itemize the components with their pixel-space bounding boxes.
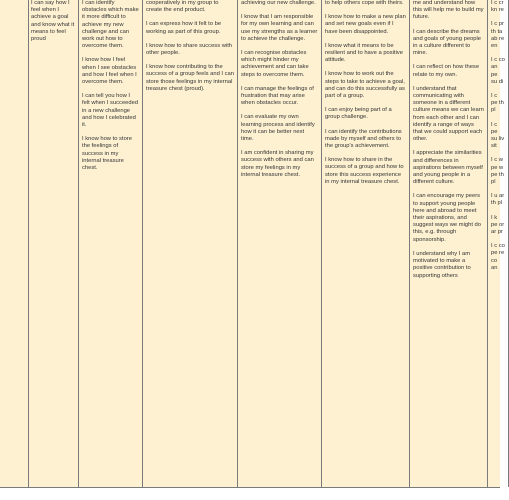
table-column-7-partial [488, 0, 509, 487]
page-bottom-margin [0, 488, 500, 500]
table-column-5 [322, 0, 410, 487]
outcome-statement: I appreciate the similarities and differences in aspirations between myself and young people in a different culture. [413, 150, 483, 186]
outcome-statement: I understand why I am motivated to make a positive contribution to supporting others [413, 250, 471, 279]
table-column-2 [79, 0, 143, 487]
table-column-3 [143, 0, 238, 487]
outcome-statement: I c cr kn re [491, 0, 504, 14]
outcome-statement: I can say how I feel when I achieve a goal and know what it means to feel proud [31, 0, 75, 43]
outcome-statement: I can recognise obstacles which might hinder my achievement and can take steps to overcome them. [241, 50, 309, 78]
outcome-statement: I know how to make a new plan and set new goals even if I have been disappointed. [325, 14, 406, 35]
column-7-cell [488, 0, 508, 272]
outcome-statement: I know how to share in the success of a group and how to store this success experience in my internal treasure chest. [325, 157, 404, 185]
column-6-cell [410, 0, 487, 280]
outcome-statement: I can express how it felt to be working as part of this group. [146, 21, 222, 35]
outcome-statement: I k pe or ar pr [491, 214, 505, 236]
column-3-cell [143, 0, 237, 93]
column-4-cell [238, 0, 321, 179]
outcome-statement: achieving our new challenge. [241, 0, 316, 6]
outcome-statement: I understand that communicating with someone in a different culture means we can learn from each other and I can identify a range of ways that we could support each other. [413, 85, 484, 143]
table-column-4 [238, 0, 322, 487]
outcome-statement: I am confident in sharing my success with others and can store my feelings in my internal treasure chest. [241, 150, 314, 178]
outcome-statement: I can enjoy being part of a group challenge. [325, 107, 392, 121]
table-column-1 [28, 0, 79, 487]
table-left-edge-column [0, 0, 29, 487]
outcome-statement: I know what it means to be resilient and to have a positive attitude. [325, 42, 403, 64]
outcome-statement: I c w pe w pe th pl [491, 157, 504, 186]
outcome-statement: I can encourage my peers to support young people here and abroad to meet their aspirations, and suggest ways we might do this, e.g. through sponsorship. [413, 193, 481, 243]
outcome-statement: I u ar th pl [491, 193, 505, 207]
outcome-statement: to help others cope with theirs. [325, 0, 404, 6]
outcome-statement: I c co pe re co an [491, 243, 505, 271]
outcome-statement: me and understand how this will help me to build my future. [413, 0, 484, 21]
outcome-statement: I can identify obstacles which make it more difficult to achieve my new challenge and can work out how to overcome them. [82, 0, 139, 50]
outcome-statement: I know how contributing to the success of a group feels and I can store those feelings in my internal treasure chest (proud). [146, 64, 234, 92]
table-column-6 [410, 0, 488, 487]
column-1-cell [28, 0, 78, 43]
column-5-cell [322, 0, 409, 186]
outcome-statement: I can identify the contributions made by myself and others to the group's achievement. [325, 128, 402, 150]
outcome-statement: I c pe su liv sit [491, 121, 505, 150]
outcome-statement: I know how to store the feelings of success in my internal treasure chest. [82, 136, 132, 172]
outcome-statement: I can describe the dreams and goals of young people in a culture different to mine. [413, 28, 482, 57]
outcome-statement: I c pr th ta ab re en [491, 21, 505, 50]
outcome-statement: I know that I am responsible for my own learning and can use my strengths as a learner to achieve the challenge. [241, 14, 318, 42]
outcome-statement: I can evaluate my own learning process and identify how it can be better next time. [241, 114, 315, 143]
outcome-statement: I c co an pe su di [491, 57, 505, 85]
outcome-statement: I can tell you how I felt when I succeeded in a new challenge and how I celebrated it. [82, 93, 139, 129]
outcome-statement: cooperatively in my group to create the end product. [146, 0, 219, 14]
outcome-statement: I know how I feel when I see obstacles and how I feel when I overcome them. [82, 57, 137, 86]
outcome-statement: I know how to work out the steps to take to achieve a goal, and can do this successfully as part of a group. [325, 71, 405, 100]
column-2-cell [79, 0, 142, 172]
outcome-statement: I know how to share success with other people. [146, 42, 233, 57]
outcome-statement: I c pe th pl [491, 93, 504, 114]
outcome-statement: I can reflect on how these relate to my own. [413, 64, 480, 78]
outcome-statement: I can manage the feelings of frustration that may arise when obstacles occur. [241, 85, 314, 107]
